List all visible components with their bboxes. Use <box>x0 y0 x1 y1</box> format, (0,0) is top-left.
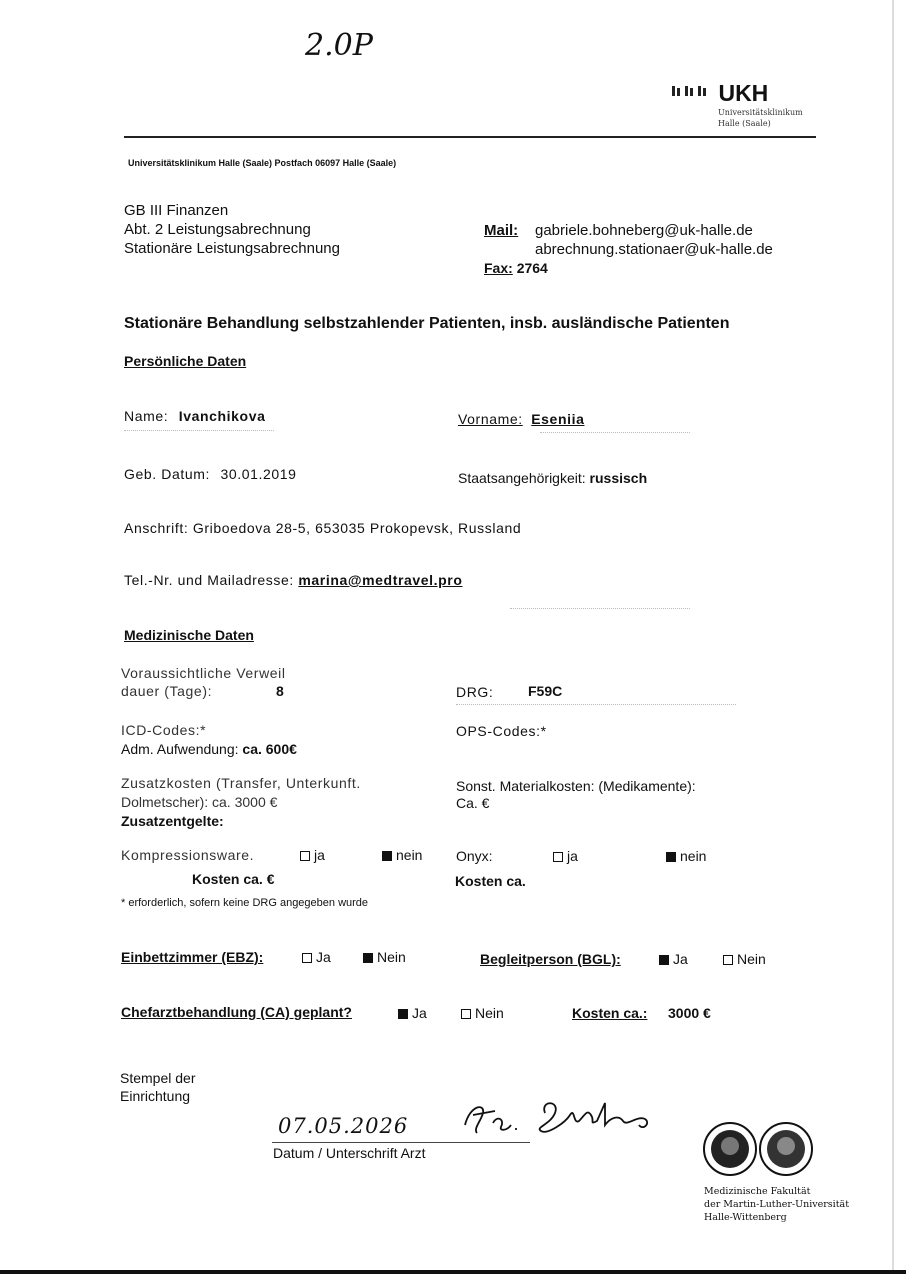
logo-mark-icon <box>672 84 708 103</box>
form-title: Stationäre Behandlung selbstzahlender Patienten, insb. ausländische Patienten <box>124 315 730 332</box>
geb-label: Geb. Datum: <box>124 466 210 482</box>
scan-bottom-edge <box>0 1270 906 1274</box>
mail-address-1[interactable]: gabriele.bohneberg@uk-halle.de <box>535 222 753 239</box>
onyx-ja-option[interactable]: ja <box>553 848 578 864</box>
kompression-label: Kompressionsware. <box>121 847 255 863</box>
handwritten-note: 2.0P <box>305 28 373 63</box>
checkbox-unchecked-icon[interactable] <box>553 852 563 862</box>
staat-label: Staatsangehörigkeit: <box>458 470 586 486</box>
ca-ja-option[interactable]: Ja <box>398 1005 427 1021</box>
logo-sub2: Halle (Saale) <box>718 119 771 128</box>
kompression-nein-option[interactable]: nein <box>382 847 422 863</box>
checkbox-checked-icon[interactable] <box>666 852 676 862</box>
bgl-ja-option[interactable]: Ja <box>659 951 688 967</box>
fax-label: Fax: <box>484 260 513 276</box>
ebz-nein-option[interactable]: Nein <box>363 949 406 965</box>
personal-heading: Persönliche Daten <box>124 353 247 369</box>
checkbox-unchecked-icon[interactable] <box>302 953 312 963</box>
footnote: * erforderlich, sofern keine DRG angegeben wurde <box>121 897 369 909</box>
tel-value[interactable]: marina@medtravel.pro <box>298 572 463 588</box>
bgl-label: Begleitperson (BGL): <box>480 951 621 967</box>
tel-label: Tel.-Nr. und Mailadresse: <box>124 572 294 588</box>
verweil-label-1: Voraussichtliche Verweil <box>121 665 286 681</box>
checkbox-checked-icon[interactable] <box>382 851 392 861</box>
onyx-nein-option[interactable]: nein <box>666 848 706 864</box>
recipient-line3: Stationäre Leistungsabrechnung <box>124 240 340 257</box>
faculty-line3: Halle-Wittenberg <box>704 1212 787 1223</box>
name-value: Ivanchikova <box>178 408 266 424</box>
zusatz-label-1: Zusatzkosten (Transfer, Unterkunft. <box>121 775 361 791</box>
onyx-kosten: Kosten ca. <box>455 873 526 889</box>
ebz-label: Einbettzimmer (EBZ): <box>121 949 264 965</box>
sonst-value: Ca. € <box>456 795 490 811</box>
adm-label: Adm. Aufwendung: <box>121 741 239 757</box>
recipient-line1: GB III Finanzen <box>124 202 229 219</box>
kosten-value: 3000 € <box>668 1005 711 1021</box>
fax-value: 2764 <box>516 260 548 276</box>
drg-label: DRG: <box>456 684 494 700</box>
staat-value: russisch <box>589 470 648 486</box>
signature-icon <box>455 1085 665 1145</box>
logo-text: UKH <box>718 80 769 106</box>
verweil-label-2: dauer (Tage): <box>121 683 213 699</box>
icd-label: ICD-Codes:* <box>121 722 207 738</box>
university-seal-icon <box>702 1120 814 1178</box>
ops-label: OPS-Codes:* <box>456 723 547 739</box>
header-rule <box>124 136 816 138</box>
name-label: Name: <box>124 408 169 424</box>
faculty-line1: Medizinische Fakultät <box>704 1186 811 1197</box>
kompression-kosten: Kosten ca. € <box>192 871 275 887</box>
mail-label: Mail: <box>484 222 519 239</box>
onyx-label: Onyx: <box>456 848 493 864</box>
verweil-value: 8 <box>276 683 284 699</box>
handwritten-date: 07.05.2026 <box>278 1114 409 1138</box>
drg-value: F59C <box>528 683 563 699</box>
kompression-ja-option[interactable]: ja <box>300 847 325 863</box>
adm-value: ca. 600€ <box>242 741 297 757</box>
ebz-ja-option[interactable]: Ja <box>302 949 331 965</box>
sender-line: Universitätsklinikum Halle (Saale) Postfach 06097 Halle (Saale) <box>128 158 397 168</box>
checkbox-checked-icon[interactable] <box>398 1009 408 1019</box>
faculty-line2: der Martin-Luther-Universität <box>704 1199 850 1210</box>
zusatzentgelte-label: Zusatzentgelte: <box>121 813 224 829</box>
zusatz-label-2: Dolmetscher): ca. 3000 € <box>121 794 278 810</box>
geb-value: 30.01.2019 <box>220 466 297 482</box>
checkbox-checked-icon[interactable] <box>363 953 373 963</box>
medical-heading: Medizinische Daten <box>124 627 254 643</box>
checkbox-unchecked-icon[interactable] <box>461 1009 471 1019</box>
anschrift-value: Griboedova 28-5, 653035 Prokopevsk, Russland <box>192 520 522 536</box>
ca-label: Chefarztbehandlung (CA) geplant? <box>121 1004 352 1020</box>
checkbox-unchecked-icon[interactable] <box>300 851 310 861</box>
sonst-label: Sonst. Materialkosten: (Medikamente): <box>456 778 696 794</box>
vorname-value: Eseniia <box>531 411 585 427</box>
checkbox-unchecked-icon[interactable] <box>723 955 733 965</box>
anschrift-label: Anschrift: <box>124 520 189 536</box>
recipient-line2: Abt. 2 Leistungsabrechnung <box>124 221 311 238</box>
signature-label: Datum / Unterschrift Arzt <box>273 1145 426 1161</box>
bgl-nein-option[interactable]: Nein <box>723 951 766 967</box>
stempel-line1: Stempel der <box>120 1070 196 1086</box>
signature-line <box>272 1142 530 1143</box>
checkbox-checked-icon[interactable] <box>659 955 669 965</box>
ca-nein-option[interactable]: Nein <box>461 1005 504 1021</box>
kosten-label: Kosten ca.: <box>572 1005 648 1021</box>
logo-sub1: Universitätsklinikum <box>718 108 803 117</box>
stempel-line2: Einrichtung <box>120 1088 191 1104</box>
ukh-logo <box>672 80 768 107</box>
mail-address-2[interactable]: abrechnung.stationaer@uk-halle.de <box>535 241 773 258</box>
scan-right-edge <box>892 0 894 1270</box>
vorname-label: Vorname: <box>458 411 523 427</box>
